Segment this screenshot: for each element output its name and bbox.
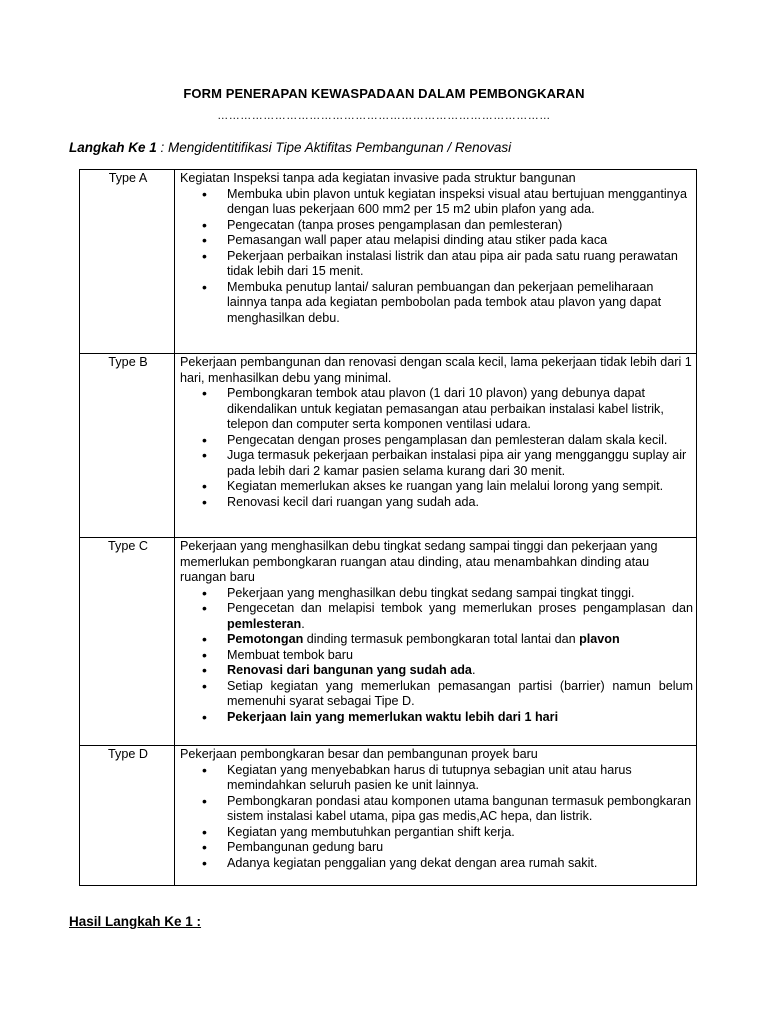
list-item: • Setiap kegiatan yang memerlukan pemasangan partisi (barrier) namun belum memenuhi syarat sebagai Tipe D. xyxy=(227,679,693,710)
list-item xyxy=(227,663,693,679)
type-intro: Pekerjaan yang menghasilkan debu tingkat sedang sampai tinggi dan pekerjaan yang memerlukan pembongkaran ruangan atau dinding, atau menambahkan dinding atau ruangan baru xyxy=(180,539,658,584)
type-label: Type B xyxy=(80,354,175,538)
list-item-emphasis: Renovasi dari bangunan yang sudah ada xyxy=(227,663,472,677)
list-item: • Pemasangan wall paper atau melapisi dinding atau stiker pada kaca xyxy=(227,233,693,249)
list-item-text: dinding termasuk pembongkaran total lantai dan xyxy=(303,632,580,646)
table-row-type-d xyxy=(80,746,697,886)
list-item-text: . xyxy=(471,663,476,677)
table-row-type-a xyxy=(80,170,697,354)
type-label: Type D xyxy=(80,746,175,886)
list-item-text: Pengecetan dan melapisi tembok yang memerlukan proses pengamplasan dan xyxy=(227,601,693,615)
type-label: Type C xyxy=(80,538,175,746)
list-item: • Juga termasuk pekerjaan perbaikan instalasi pipa air yang mengganggu suplay air pada lebih dari 2 kamar pasien selama kurang dari 30 menit. xyxy=(227,448,693,479)
form-title: FORM PENERAPAN KEWASPADAAN DALAM PEMBONGKARAN xyxy=(183,86,585,101)
list-item: • Pekerjaan yang menghasilkan debu tingkat sedang sampai tingkat tinggi. xyxy=(227,586,693,602)
bullet-list xyxy=(180,386,693,510)
list-item-emphasis: plavon xyxy=(579,632,620,646)
list-item: • Pembongkaran pondasi atau komponen utama bangunan termasuk pembongkaran sistem instalasi kabel utama, pipa gas medis,AC hepa, dan listrik. xyxy=(227,794,693,825)
list-item: • Kegiatan memerlukan akses ke ruangan yang lain melalui lorong yang sempit. xyxy=(227,479,693,495)
type-label: Type A xyxy=(80,170,175,354)
step-1-separator: : xyxy=(156,140,169,155)
activity-type-table xyxy=(79,169,697,886)
list-item: • Membuat tembok baru xyxy=(227,648,693,664)
table-row-type-c xyxy=(80,538,697,746)
list-item: • Adanya kegiatan penggalian yang dekat dengan area rumah sakit. xyxy=(227,856,693,872)
bullet-list xyxy=(180,187,693,327)
list-item: • Membuka ubin plavon untuk kegiatan inspeksi visual atau bertujuan menggantinya dengan luas pekerjaan 600 mm2 per 15 m2 ubin plafon yang ada. xyxy=(227,187,693,218)
list-item: • Renovasi kecil dari ruangan yang sudah ada. xyxy=(227,495,693,511)
type-intro: Kegiatan Inspeksi tanpa ada kegiatan invasive pada struktur bangunan xyxy=(180,171,576,185)
list-item: • Pengecatan dengan proses pengamplasan dan pemlesteran dalam skala kecil. xyxy=(227,433,693,449)
list-item: • Kegiatan yang membutuhkan pergantian shift kerja. xyxy=(227,825,693,841)
list-item xyxy=(227,601,693,632)
list-item: • Pembangunan gedung baru xyxy=(227,840,693,856)
list-item-emphasis: pemlesteran xyxy=(227,616,302,631)
bullet-list xyxy=(180,586,693,726)
list-item xyxy=(227,710,693,726)
list-item-emphasis: Pemotongan xyxy=(227,632,304,646)
result-step-1-label: Hasil Langkah Ke 1 : xyxy=(69,914,202,929)
list-item: • Pengecatan (tanpa proses pengamplasan dan pemlesteran) xyxy=(227,218,693,234)
type-description-cell xyxy=(175,170,697,354)
type-description-cell xyxy=(175,746,697,886)
type-intro: Pekerjaan pembangunan dan renovasi dengan scala kecil, lama pekerjaan tidak lebih dari 1 hari, menhasilkan debu yang minimal. xyxy=(180,355,692,385)
type-intro: Pekerjaan pembongkaran besar dan pembangunan proyek baru xyxy=(180,747,538,761)
type-description-cell xyxy=(175,538,697,746)
list-item-emphasis: Pekerjaan lain yang memerlukan waktu lebih dari 1 hari xyxy=(227,709,559,724)
list-item: • Kegiatan yang menyebabkan harus di tutupnya sebagian unit atau harus memindahkan seluruh pasien ke unit lainnya. xyxy=(227,763,693,794)
bullet-list xyxy=(180,763,693,872)
dotted-fill-line: …………………………………………………………………………… xyxy=(217,110,551,122)
type-description-cell xyxy=(175,354,697,538)
step-1-description: Mengidentitifikasi Tipe Aktifitas Pembangunan / Renovasi xyxy=(168,140,512,155)
list-item: • Membuka penutup lantai/ saluran pembuangan dan pekerjaan pemeliharaan lainnya tanpa ada kegiatan pembobolan pada tembok atau plavon yang dapat menghasilkan debu. xyxy=(227,280,693,327)
list-item: • Pekerjaan perbaikan instalasi listrik dan atau pipa air pada satu ruang perawatan tidak lebih dari 15 menit. xyxy=(227,249,693,280)
list-item: • Pembongkaran tembok atau plavon (1 dari 10 plavon) yang debunya dapat dikendalikan untuk kegiatan pemasangan atau perbaikan instalasi kabel listrik, telepon dan computer serta komponen ventilasi udara. xyxy=(227,386,693,433)
step-1-heading xyxy=(69,140,511,155)
list-item xyxy=(227,632,693,648)
step-1-label: Langkah Ke 1 xyxy=(69,140,157,155)
list-item-text: . xyxy=(301,616,305,631)
table-row-type-b xyxy=(80,354,697,538)
